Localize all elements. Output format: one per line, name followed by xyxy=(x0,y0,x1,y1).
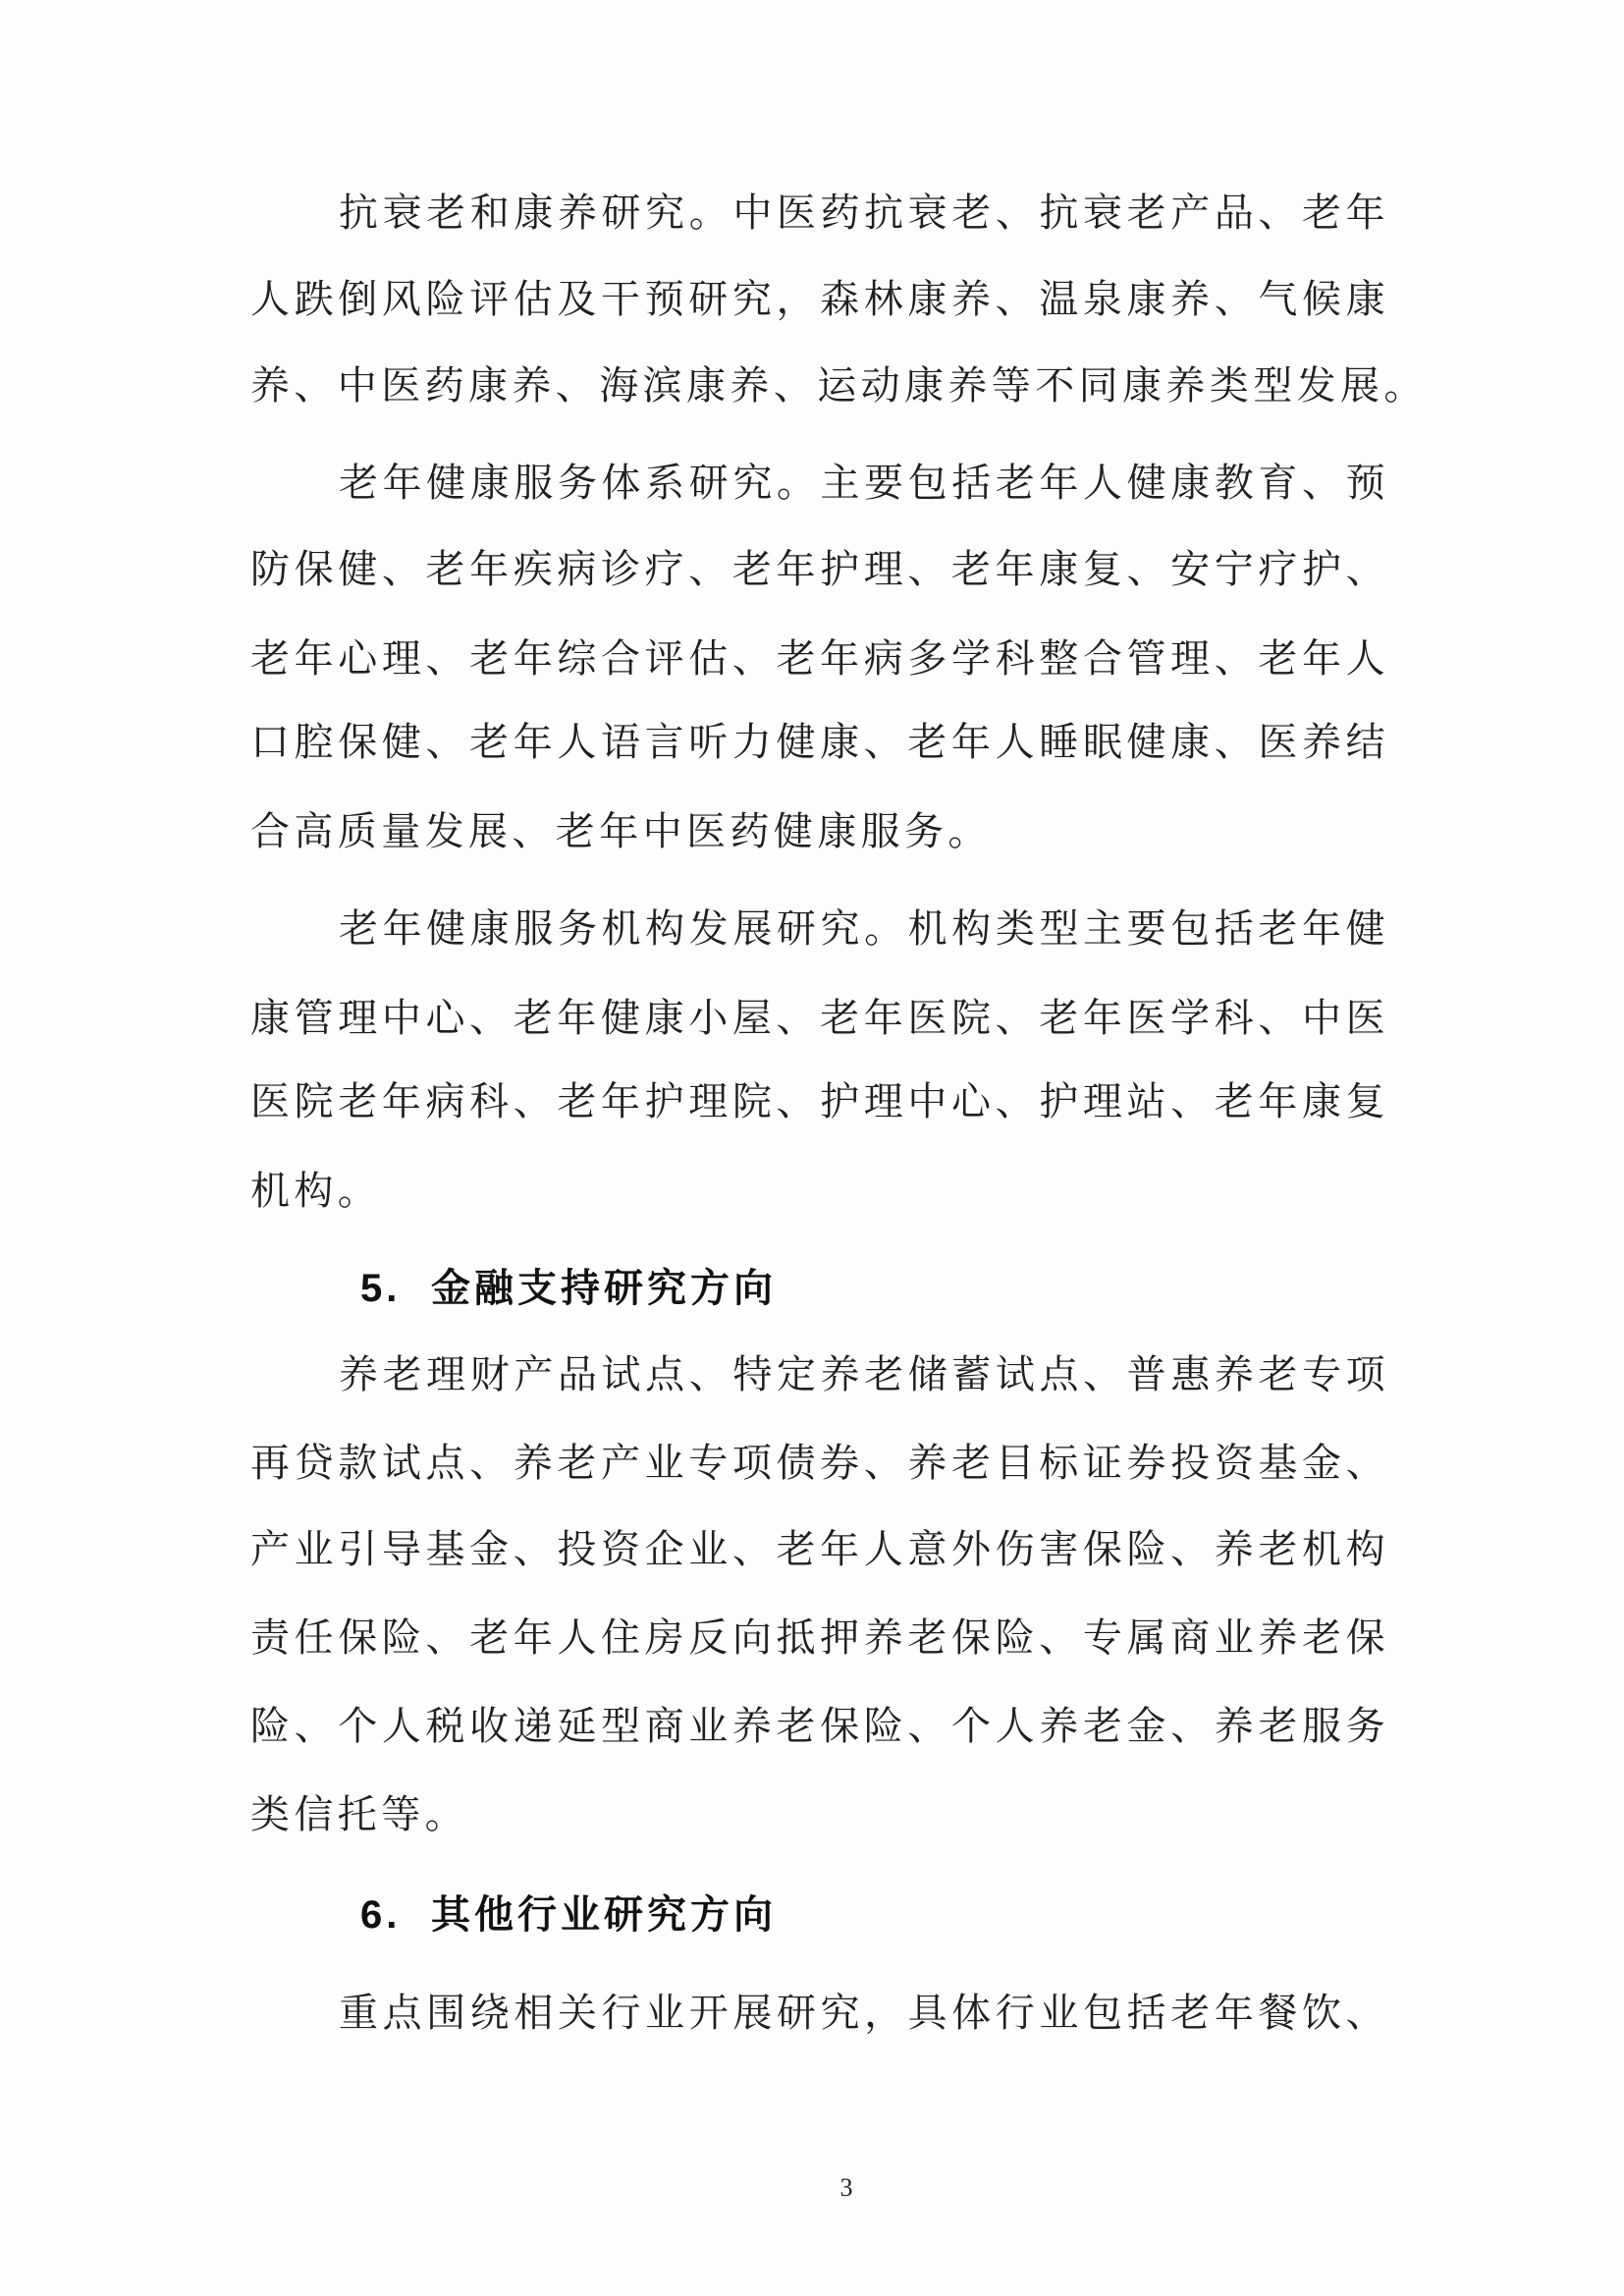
paragraph-line: 康管理中心、老年健康小屋、老年医院、老年医学科、中医 xyxy=(250,996,1389,1041)
paragraph-line: 抗衰老和康养研究。中医药抗衰老、抗衰老产品、老年 xyxy=(339,191,1389,236)
paragraph-line: 产业引导基金、投资企业、老年人意外伤害保险、养老机构 xyxy=(250,1527,1389,1572)
paragraph-line: 机构。 xyxy=(250,1169,382,1214)
section-heading-title: 其他行业研究方向 xyxy=(431,1892,777,1938)
page-number: 3 xyxy=(839,2173,853,2202)
paragraph-line: 重点围绕相关行业开展研究，具体行业包括老年餐饮、 xyxy=(339,1991,1389,2036)
paragraph-line: 类信托等。 xyxy=(250,1792,468,1837)
paragraph-line: 责任保险、老年人住房反向抵押养老保险、专属商业养老保 xyxy=(250,1615,1389,1661)
paragraph-line: 老年心理、老年综合评估、老年病多学科整合管理、老年人 xyxy=(250,636,1389,682)
section-heading-number: 6. xyxy=(360,1893,402,1937)
section-heading-other-industries xyxy=(360,1886,777,1944)
paragraph-line: 医院老年病科、老年护理院、护理中心、护理站、老年康复 xyxy=(250,1079,1389,1124)
section-heading-title: 金融支持研究方向 xyxy=(431,1266,777,1311)
paragraph-line: 口腔保健、老年人语言听力健康、老年人睡眠健康、医养结 xyxy=(250,720,1389,765)
section-heading-number: 5. xyxy=(360,1267,402,1310)
paragraph-line: 险、个人税收递延型商业养老保险、个人养老金、养老服务 xyxy=(250,1704,1389,1749)
paragraph-line: 老年健康服务体系研究。主要包括老年人健康教育、预 xyxy=(339,461,1389,506)
paragraph-line: 合高质量发展、老年中医药健康服务。 xyxy=(250,809,992,854)
section-heading-finance xyxy=(360,1259,777,1318)
paragraph-line: 防保健、老年疾病诊疗、老年护理、老年康复、安宁疗护、 xyxy=(250,547,1389,592)
paragraph-line: 养老理财产品试点、特定养老储蓄试点、普惠养老专项 xyxy=(339,1352,1389,1397)
paragraph-line: 人跌倒风险评估及干预研究，森林康养、温泉康养、气候康 xyxy=(250,277,1389,322)
paragraph-line: 养、中医药康养、海滨康养、运动康养等不同康养类型发展。 xyxy=(250,363,1428,409)
paragraph-line: 再贷款试点、养老产业专项债券、养老目标证券投资基金、 xyxy=(250,1441,1389,1486)
paragraph-line: 老年健康服务机构发展研究。机构类型主要包括老年健 xyxy=(339,906,1389,952)
